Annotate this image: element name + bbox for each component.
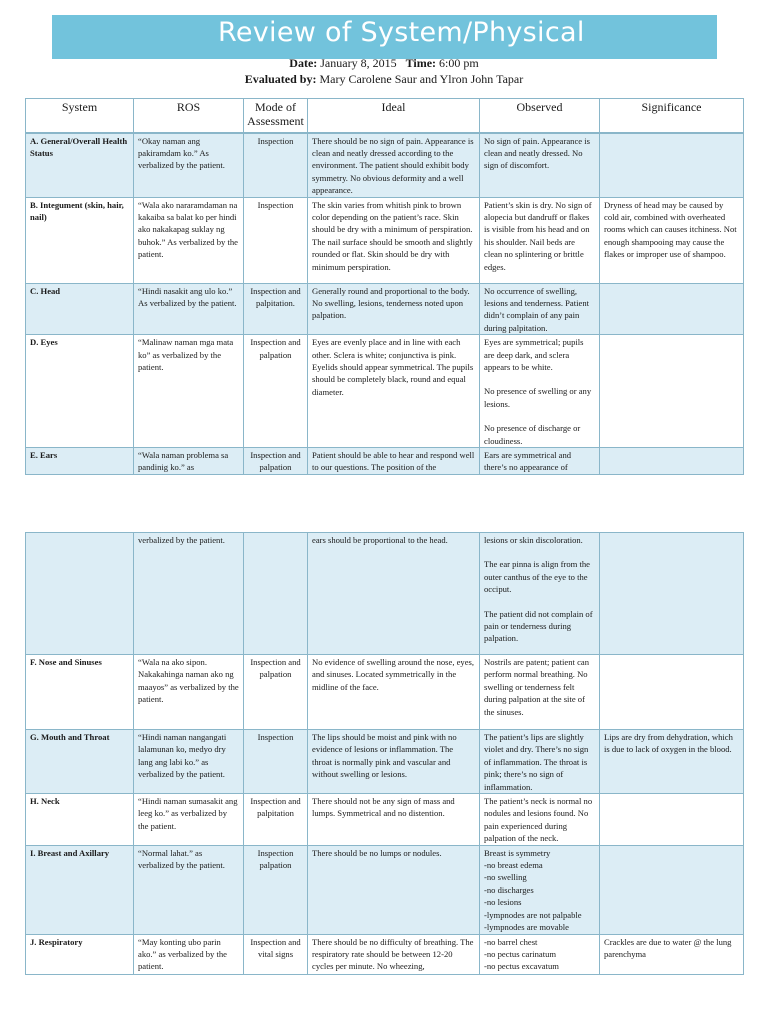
table-row — [26, 133, 744, 198]
observed-line: No presence of swelling or any lesions. — [484, 386, 592, 409]
ros-cell: “Hindi naman sumasakit ang leeg ko.” as verbalized by the patient. — [134, 794, 244, 846]
ideal-cell: There should be no sign of pain. Appearance is clean and neatly dressed according to the environment. The patient should exhibit body symmetry. No obvious deformity and a well appearance. — [308, 133, 480, 198]
ros-table-part-2 — [25, 532, 744, 975]
observed-cell: Nostrils are patent; patient can perform normal breathing. No swelling or tenderness felt during palpation at the site of the sinuses. — [480, 655, 600, 730]
observed-line: The ear pinna is align from the outer canthus of the eye to the occiput. — [484, 559, 590, 595]
observed-line: -no swelling — [484, 872, 527, 883]
mode-cell: Inspection — [244, 133, 308, 198]
system-cell: D. Eyes — [26, 335, 134, 448]
system-cell: J. Respiratory — [26, 934, 134, 974]
ideal-cell: The lips should be moist and pink with no evidence of lesions or inflammation. The throat is normally pink and vascular and without swelling or lesions. — [308, 730, 480, 794]
observed-cell: No sign of pain. Appearance is clean and neatly dressed. No sign of discomfort. — [480, 133, 600, 198]
observed-line: -no discharges — [484, 884, 534, 895]
observed-line: lesions or skin discoloration. — [484, 535, 583, 545]
ideal-cell: Patient should be able to hear and respond well to our questions. The position of the — [308, 448, 480, 475]
observed-cell — [480, 845, 600, 934]
ideal-cell: Generally round and proportional to the body. No swelling, lesions, tenderness noted upon palpation. — [308, 283, 480, 335]
ros-cell: “Hindi naman nangangati lalamunan ko, medyo dry lang ang labi ko.” as verbalized by the patient. — [134, 730, 244, 794]
significance-cell — [600, 845, 744, 934]
page-title: Review of System/Physical — [218, 17, 585, 48]
system-cell: F. Nose and Sinuses — [26, 655, 134, 730]
table-row — [26, 730, 744, 794]
significance-cell — [600, 655, 744, 730]
ideal-cell: Eyes are evenly place and in line with each other. Sclera is white; conjunctiva is pink. Eyelids should appear symmetrical. The pupils should be completely black, round and equal diameter. — [308, 335, 480, 448]
system-cell: G. Mouth and Throat — [26, 730, 134, 794]
significance-cell — [600, 133, 744, 198]
mode-cell: Inspection and palpation — [244, 335, 308, 448]
ideal-cell: ears should be proportional to the head. — [308, 533, 480, 655]
ideal-cell: There should be no difficulty of breathing. The respiratory rate should be between 12-20 cycles per minute. No wheezing, — [308, 934, 480, 974]
ideal-cell: There should not be any sign of mass and lumps. Symmetrical and no distention. — [308, 794, 480, 846]
ros-cell: “May konting ubo parin ako.” as verbalized by the patient. — [134, 934, 244, 974]
date-label: Date: — [289, 56, 318, 70]
system-cell: I. Breast and Axillary — [26, 845, 134, 934]
evaluated-value: Mary Carolene Saur and Ylron John Tapar — [319, 72, 524, 86]
evaluated-by-line — [0, 72, 768, 87]
observed-line: -no pectus carinatum — [484, 948, 557, 959]
observed-line: -lympnodes are not palpable — [484, 909, 582, 920]
ideal-cell: The skin varies from whitish pink to brown color depending on the patient’s race. Skin should be dry with a minimum of perspiration. The nail surface should be smooth and slightly rounded or flat. Skin should be dry with minimum perspiration. — [308, 197, 480, 283]
significance-cell — [600, 448, 744, 475]
observed-line: -no lesions — [484, 897, 522, 908]
observed-cell — [480, 934, 600, 974]
date-time-line — [0, 56, 768, 71]
mode-cell: Inspection and vital signs — [244, 934, 308, 974]
observed-cell: The patient’s neck is normal no nodules and lesions found. No pain experienced during palpation of the neck. — [480, 794, 600, 846]
observed-line: -no breast edema — [484, 860, 543, 871]
ros-cell: “Hindi nasakit ang ulo ko.” As verbalized by the patient. — [134, 283, 244, 335]
table-row — [26, 448, 744, 475]
significance-header: Significance — [600, 99, 744, 133]
ros-cell: “Wala na ako sipon. Nakakahinga naman ako ng maayos” as verbalized by the patient. — [134, 655, 244, 730]
ros-cell: “Normal lahat.” as verbalized by the patient. — [134, 845, 244, 934]
observed-cell: No occurrence of swelling, lesions and tenderness. Patient didn’t complain of any pain during palpitation. — [480, 283, 600, 335]
table-header-row — [26, 99, 744, 133]
ros-cell: verbalized by the patient. — [134, 533, 244, 655]
observed-line: No presence of discharge or cloudiness. — [484, 423, 581, 446]
ros-cell: “Okay naman ang pakiramdam ko.” As verbalized by the patient. — [134, 133, 244, 198]
observed-line: Eyes are symmetrical; pupils are deep dark, and sclera appears to be white. — [484, 337, 584, 372]
system-cell: E. Ears — [26, 448, 134, 475]
ros-cell: “Malinaw naman mga mata ko” as verbalized by the patient. — [134, 335, 244, 448]
observed-line: -no pectus excavatum — [484, 961, 559, 972]
mode-cell: Inspection palpation — [244, 845, 308, 934]
mode-cell: Inspection and palpitation — [244, 794, 308, 846]
significance-cell: Dryness of head may be caused by cold air, combined with overheated rooms which can causes itchiness. Not enough shampooing may cause the flakes or improper use of shampoo. — [600, 197, 744, 283]
system-cell: B. Integument (skin, hair, nail) — [26, 197, 134, 283]
table-row — [26, 283, 744, 335]
observed-line: -no barrel chest — [484, 936, 538, 947]
mode-cell: Inspection and palpitation. — [244, 283, 308, 335]
significance-cell — [600, 533, 744, 655]
table-row — [26, 794, 744, 846]
significance-cell: Crackles are due to water @ the lung parenchyma — [600, 934, 744, 974]
ros-table-part-1 — [25, 98, 744, 475]
observed-cell: Patient’s skin is dry. No sign of alopecia but dandruff or flakes is visible from his head and on his shoulder. Nail beds are clean no splintering or brittle edges. — [480, 197, 600, 283]
observed-cell: The patient’s lips are slightly violet and dry. There’s no sign of inflammation. The throat is pink; there’s no sign of inflammation. — [480, 730, 600, 794]
ideal-header: Ideal — [308, 99, 480, 133]
title-banner — [52, 15, 717, 59]
significance-cell — [600, 794, 744, 846]
mode-cell: Inspection — [244, 730, 308, 794]
time-value: 6:00 pm — [439, 56, 479, 70]
ros-header: ROS — [134, 99, 244, 133]
table-row — [26, 335, 744, 448]
evaluated-label: Evaluated by: — [244, 72, 317, 86]
observed-line: The patient did not complain of pain or tenderness during palpation. — [484, 608, 593, 644]
system-cell — [26, 533, 134, 655]
system-cell: A. General/Overall Health Status — [26, 133, 134, 198]
significance-cell: Lips are dry from dehydration, which is due to lack of oxygen in the blood. — [600, 730, 744, 794]
observed-cell — [480, 533, 600, 655]
table-row — [26, 197, 744, 283]
ros-cell: “Wala ako nararamdaman na kakaiba sa balat ko per hindi ako nakakapag suklay ng buhok.” As verbalized by the patient. — [134, 197, 244, 283]
mode-cell: Inspection — [244, 197, 308, 283]
date-value: January 8, 2015 — [320, 56, 397, 70]
mode-cell — [244, 533, 308, 655]
mode-cell: Inspection and palpation — [244, 655, 308, 730]
table-row — [26, 845, 744, 934]
observed-header: Observed — [480, 99, 600, 133]
ideal-cell: No evidence of swelling around the nose, eyes, and sinuses. Located symmetrically in the midline of the face. — [308, 655, 480, 730]
mode-header: Mode of Assessment — [244, 99, 308, 133]
significance-cell — [600, 335, 744, 448]
table-row — [26, 655, 744, 730]
system-cell: H. Neck — [26, 794, 134, 846]
mode-cell: Inspection and palpation — [244, 448, 308, 475]
table-row — [26, 533, 744, 655]
ros-cell: “Wala naman problema sa pandinig ko.” as — [134, 448, 244, 475]
observed-line: Breast is symmetry — [484, 847, 551, 858]
observed-line: -lympnodes are movable — [484, 922, 569, 933]
observed-cell: Ears are symmetrical and there’s no appearance of — [480, 448, 600, 475]
table-row — [26, 934, 744, 974]
significance-cell — [600, 283, 744, 335]
system-cell: C. Head — [26, 283, 134, 335]
ideal-cell: There should be no lumps or nodules. — [308, 845, 480, 934]
system-header: System — [26, 99, 134, 133]
observed-cell — [480, 335, 600, 448]
time-label: Time: — [405, 56, 437, 70]
